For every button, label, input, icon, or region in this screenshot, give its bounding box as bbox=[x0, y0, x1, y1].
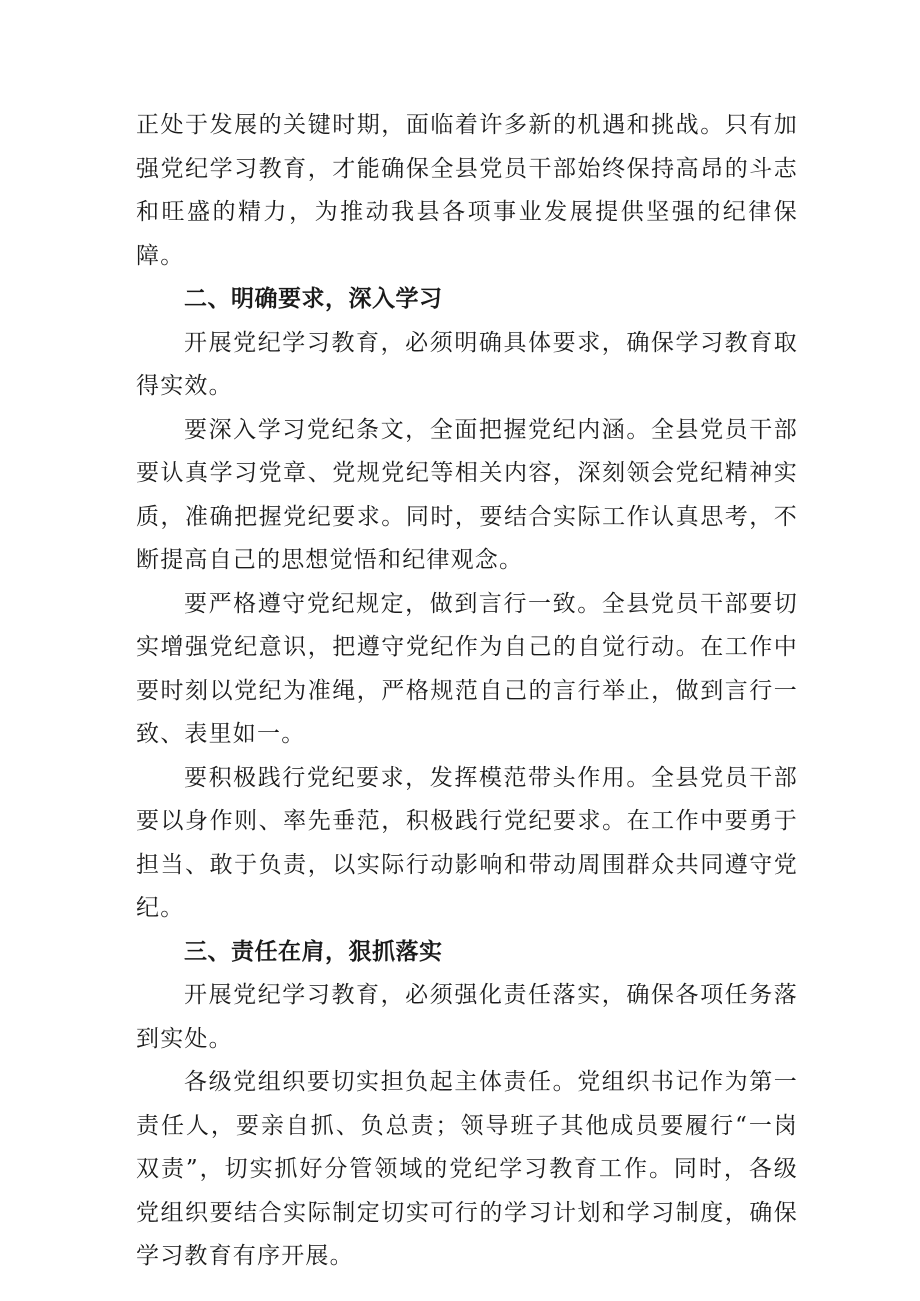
paragraph-continued: 正处于发展的关键时期，面临着许多新的机遇和挑战。只有加强党纪学习教育，才能确保全县党员干部始终保持高昂的斗志和旺盛的精力，为推动我县各项事业发展提供坚强的纪律保障。 bbox=[136, 112, 798, 269]
document-body bbox=[136, 104, 798, 1279]
section-heading-3: 三、责任在肩，狠抓落实 bbox=[184, 938, 443, 965]
paragraph-requirements-intro: 开展党纪学习教育，必须明确具体要求，确保学习教育取得实效。 bbox=[136, 329, 798, 399]
paragraph-obey-rules: 要严格遵守党纪规定，做到言行一致。全县党员干部要切实增强党纪意识，把遵守党纪作为自己的自觉行动。在工作中要时刻以党纪为准绳，严格规范自己的言行举止，做到言行一致、表里如一。 bbox=[136, 590, 798, 747]
paragraph-study-rules: 要深入学习党纪条文，全面把握党纪内涵。全县党员干部要认真学习党章、党规党纪等相关内容，深刻领会党纪精神实质，准确把握党纪要求。同时，要结合实际工作认真思考，不断提高自己的思想觉悟和纪律观念。 bbox=[136, 416, 798, 573]
paragraph-party-organizations: 各级党组织要切实担负起主体责任。党组织书记作为第一责任人，要亲自抓、负总责；领导班子其他成员要履行“一岗双责”，切实抓好分管领域的党纪学习教育工作。同时，各级党组织要结合实际制定切实可行的学习计划和学习制度，确保学习教育有序开展。 bbox=[136, 1069, 798, 1269]
section-heading-2: 二、明确要求，深入学习 bbox=[184, 286, 443, 312]
paragraph-responsibility-intro: 开展党纪学习教育，必须强化责任落实，确保各项任务落到实处。 bbox=[136, 982, 798, 1052]
paragraph-practice-rules: 要积极践行党纪要求，发挥模范带头作用。全县党员干部要以身作则、率先垂范，积极践行党纪要求。在工作中要勇于担当、敢于负责，以实际行动影响和带动周围群众共同遵守党纪。 bbox=[136, 764, 798, 921]
